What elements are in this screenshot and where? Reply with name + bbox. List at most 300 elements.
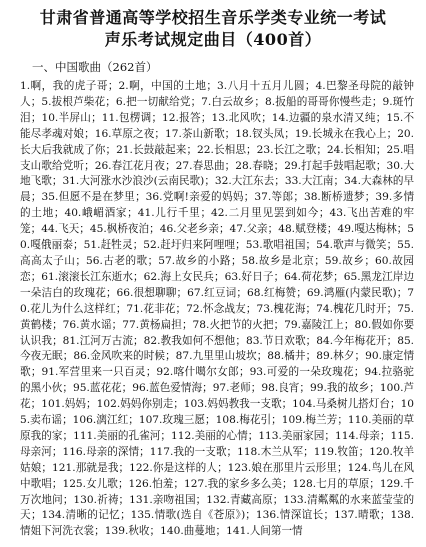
song-number: 12. [162,111,179,124]
song-title: 火把节的火把 [209,318,274,331]
song-title: 喀什噶尔女郎 [173,366,239,379]
song-number: 134. [41,509,66,522]
song-number: 43. [329,207,347,220]
song-item: 40.峨嵋酒家； [64,207,138,220]
song-number: 54. [316,239,333,252]
song-title: 唱支山歌给党听 [20,143,415,172]
song-item: 100.芦花； [20,382,415,411]
song-item: 50.嘎俄丽泰； [20,223,415,252]
song-title: 妈妈教我一支歌 [207,398,282,411]
song-item: 38.断桥遗梦； [303,191,376,204]
song-title: 梅兰芳 [305,414,338,427]
song-item: 57.故乡的小路； [158,254,242,267]
song-title: 嘎达梅林 [354,223,397,236]
song-item: 118.木兰从军； [237,445,314,458]
song-number: 91. [41,366,59,379]
song-item: 44.飞天； [41,223,90,236]
song-number: 114. [335,429,359,442]
song-number: 72. [186,302,203,315]
song-number: 92. [156,366,174,379]
song-number: 120. [369,445,393,458]
song-title: 茶山新歌 [181,127,225,140]
song-item: 19.长城永在我心上； [294,127,398,140]
song-number: 108. [215,414,240,427]
song-number: 52. [143,239,161,252]
song-item: 17.茶山新歌； [164,127,236,140]
song-item: 63.好日子； [224,270,285,283]
song-item: 3.八月十五月儿圆； [217,80,316,92]
song-item: 110.美丽的草原我的家； [20,414,415,442]
song-number: 141. [226,525,250,538]
song-title: 荷花梦 [301,270,334,283]
song-title: 你是这样的人 [152,461,218,474]
song-number: 5. [41,95,52,108]
song-number: 44. [41,223,59,236]
song-item: 121.那就是我； [52,461,130,474]
document-title: 甘肃省普通高等学校招生音乐学类专业统一考试 [39,8,387,27]
song-number: 14. [271,111,289,124]
song-title: 飞出苦难的牢笼 [20,207,415,236]
song-title: 把一切献给党 [126,95,191,108]
song-number: 102. [96,398,121,411]
song-item: 104.马桑树儿搭灯台； [292,398,401,411]
song-title: 江河万古流 [79,334,134,347]
document-subtitle: 声乐考试规定曲目（400首） [104,30,322,49]
song-item: 61.滚滚长江东逝水； [41,270,144,283]
song-title: 巴黎圣母院的敲钟人 [20,80,414,108]
song-title: 马桑树儿搭灯台 [315,398,390,411]
song-item: 137.晴歌； [334,509,391,522]
song-title: 春晓 [252,159,274,172]
song-title: 黄水谣 [79,318,112,331]
song-title: 报答 [178,111,201,124]
song-title: 白云故乡 [211,95,255,108]
song-item: 92.喀什噶尔女郎； [156,366,250,379]
song-number: 79. [284,318,302,331]
song-title: 多情的土地 [20,191,415,220]
song-number: 71. [126,302,144,315]
song-number: 60. [374,254,392,267]
song-number: 100. [379,382,404,395]
song-title: 长大后我就成了你 [20,143,106,156]
song-title: 情歌(选自《苍原》) [154,509,246,522]
song-item: 64.荷花梦； [284,270,344,283]
song-number: 42. [211,207,228,220]
song-title: 故乡的小路 [175,254,231,267]
song-item: 127.我的家乡多么美； [183,477,293,490]
song-title: 林夕 [333,350,355,363]
song-number: 121. [52,461,76,474]
song-item: 59.故乡； [324,254,375,267]
song-number: 18. [235,127,253,140]
song-item: 68.红梅赞； [246,286,307,299]
song-item: 65.黑龙江岸边一朵洁白的玫瑰花； [20,270,415,299]
song-number: 124. [347,461,372,474]
song-number: 82. [143,334,161,347]
song-number: 66. [116,286,134,299]
song-item: 71.花非花； [126,302,187,315]
song-number: 94. [364,366,382,379]
song-title: 长相知 [343,143,376,156]
song-number: 47. [229,223,247,236]
song-title: 母亲河 [20,445,52,458]
song-item: 15.不能尽孝魂对娘； [20,111,415,140]
song-number: 6. [115,95,126,108]
song-title: 今年梅花开 [333,334,387,347]
song-number: 25. [386,143,404,156]
song-item: 55.高高太子山； [20,239,415,267]
song-number: 70. [20,286,415,315]
song-number: 20. [397,127,415,140]
song-number: 132. [206,493,230,506]
song-title: 红豆词 [203,286,237,299]
song-item: 9.斑竹泪； [20,95,415,124]
song-title: 打起手鼓唱起歌 [301,159,376,172]
song-item: 114.母亲； [335,429,391,442]
song-number: 126. [128,477,153,490]
song-title: 怀念战友 [202,302,246,315]
song-number: 11. [101,111,119,124]
song-item: 32.大江东去； [214,175,285,188]
song-item: 88.橘井； [267,350,317,363]
song-item: 112.美丽的心情； [171,429,259,442]
song-item: 42.二月里见罢到如今； [211,207,330,220]
song-number: 48. [278,223,296,236]
song-item: 39.多情的土地； [20,191,415,220]
song-number: 38. [303,191,321,204]
song-item: 85.今夜无眠； [20,334,415,363]
song-item: 7.白云故乡； [201,95,265,108]
song-item: 116.母亲的深情； [62,445,150,458]
song-item: 97.老师； [212,382,262,395]
song-item: 125.女儿歌； [62,477,129,490]
song-item: 115.母亲河； [20,429,415,458]
song-title: 梅花引 [239,414,272,427]
song-title: 八月十五月儿圆 [227,80,305,92]
song-item: 140.曲蔓地； [160,525,227,538]
song-title: 娘在那里片云形里 [251,461,338,474]
song-number: 67. [187,286,204,299]
song-item: 111.美丽的孔雀河； [73,429,171,442]
song-title: 七月的草原 [316,477,370,490]
song-title: 春思曲 [192,159,225,172]
song-title: 千万次地问 [20,477,415,506]
song-number: 74. [316,302,333,315]
song-number: 84. [316,334,334,347]
song-number: 34. [344,175,361,188]
song-number: 139. [104,525,129,538]
song-list [10,79,416,540]
song-title: 滚滚长江东逝水 [58,270,134,283]
song-item: 36.党啊!亲爱的妈妈； [145,191,255,204]
song-number: 2. [118,80,129,92]
song-title: 党啊!亲爱的妈妈 [162,191,244,204]
song-number: 16. [94,127,112,140]
song-number: 103. [183,398,208,411]
song-title: 老师 [229,382,251,395]
song-item: 131.亲吻祖国； [129,493,207,506]
song-title: 人间第一情 [249,525,303,538]
song-title: 等郎 [271,191,294,204]
song-number: 45. [89,223,107,236]
song-title: 不能尽孝魂对娘 [20,111,415,140]
song-item: 5.拔根芦柴花； [41,95,116,108]
song-number: 8. [264,95,276,108]
song-number: 13. [211,111,229,124]
song-number: 86. [73,350,91,363]
song-title: 嘉陵江上 [301,318,344,331]
song-item: 10.半屏山； [41,111,102,124]
song-number: 4. [315,80,326,92]
song-number: 118. [237,445,261,458]
song-item: 54.歌声与微笑； [316,239,398,252]
song-item: 69.鸿雁(内蒙民歌)； [306,286,408,299]
song-item: 98.良宵； [261,382,310,395]
section-heading: 一、中国歌曲（262首） [32,60,158,74]
song-number: 7. [201,95,212,108]
song-number: 129. [379,477,404,490]
song-item: 51.赶牲灵； [83,239,144,252]
song-item: 33.大江南； [284,175,345,188]
song-item: 62.海上女民兵； [143,270,225,283]
song-number: 136. [255,509,280,522]
song-title: 包楞调 [118,111,152,124]
song-title: 我的故乡 [326,382,370,395]
song-number: 87. [175,350,193,363]
song-title: 清粼粼的水来蓝莹莹的天 [20,493,415,522]
song-item: 130.祈祷； [73,493,130,506]
song-number: 62. [143,270,161,283]
song-item: 126.怕羞； [128,477,184,490]
song-item: 72.怀念战友； [186,302,257,315]
song-title: 拔根芦柴花 [51,95,106,108]
song-item: 27.春思曲； [175,159,236,172]
song-title: 草原之夜 [111,127,155,140]
song-title: 牧羊姑娘 [20,445,415,474]
song-item: 122.你是这样的人； [129,461,228,474]
song-item: 120.牧羊姑娘； [20,445,415,474]
song-title: 怕羞 [152,477,174,490]
song-item: 95.蓝花花； [72,382,133,395]
song-title: 长鼓敲起来 [132,143,187,156]
song-item: 31.大河涨水沙浪沙(云南民歌)； [62,175,215,188]
song-title: 好日子 [241,270,274,283]
song-number: 75. [397,302,415,315]
song-title: 嘎俄丽泰 [30,239,74,252]
song-number: 31. [62,175,80,188]
song-item: 96.蓝色爱情海； [132,382,213,395]
song-number: 69. [306,286,324,299]
song-number: 98. [261,382,279,395]
song-title: 断桥遗梦 [320,191,365,204]
song-number: 117. [149,445,174,458]
song-item: 109.梅兰芳； [281,414,348,427]
song-title: 大江南 [301,175,334,188]
song-item: 18.钗头凤； [235,127,295,140]
song-title: 古老的歌 [102,254,148,267]
song-title: 金风吹来的时候 [90,350,166,363]
song-title: 歌声与微笑 [332,239,387,252]
song-item: 103.妈妈教我一支歌； [183,398,293,411]
song-title: 橘井 [284,350,306,363]
song-number: 116. [62,445,87,458]
song-title: 大河涨水沙浪沙(云南民歌) [79,175,205,188]
song-title: 可爱的一朵玫瑰花 [266,366,354,379]
song-title: 节日欢歌 [262,334,306,347]
song-title: 晴歌 [357,509,380,522]
song-title: 美丽的心情 [194,429,248,442]
song-title: 卖布谣 [30,414,63,427]
song-number: 133. [283,493,307,506]
song-title: 啊，我的虎子哥 [30,80,108,92]
song-number: 73. [256,302,274,315]
song-number: 26. [94,159,112,172]
song-item: 80.假如你要认识我； [20,318,415,347]
song-title: 蓝色爱情海 [149,382,203,395]
song-title: 那就是我 [75,461,119,474]
song-item: 41.儿行千里； [137,207,212,220]
song-number: 50. [20,223,415,252]
song-number: 76. [62,318,80,331]
song-title: 大森林的早晨 [20,175,415,204]
song-item: 47.父亲； [229,223,279,236]
song-item: 113.美丽家园； [258,429,335,442]
song-title: 秋收 [128,525,150,538]
song-item: 78.火把节的火把； [192,318,285,331]
song-number: 41. [137,207,155,220]
song-item: 83.节日欢歌； [245,334,317,347]
song-item: 90.康定情歌； [20,350,415,379]
song-title: 康定情歌 [20,350,415,379]
song-title: 牧笛 [337,445,359,458]
song-title: 鸟儿在风中歌唱 [20,461,415,490]
song-title: 清晰的记忆 [65,509,121,522]
song-title: 曲蔓地 [183,525,216,538]
song-title: 拉骆驼的黑小伙 [20,366,415,395]
song-title: 美丽的草原我的家 [20,414,415,442]
song-number: 135. [130,509,155,522]
song-item: 101.妈妈； [41,398,97,411]
song-title: 我的家乡多么美 [207,477,282,490]
song-item: 138.情姐下河洗衣裳； [20,509,415,538]
song-number: 15. [386,111,404,124]
song-title: 故园恋 [20,254,414,283]
song-number: 93. [249,366,267,379]
song-title: 赶圩归来阿哩哩 [160,239,236,252]
song-item: 60.故园恋； [20,254,414,283]
song-number: 90. [365,350,382,363]
song-item: 89.林夕； [316,350,366,363]
song-title: 亲吻祖国 [152,493,196,506]
song-title: 扳船的哥哥你慢些走 [275,95,372,108]
song-title: 长城永在我心上 [311,127,387,140]
song-number: 111. [73,429,97,442]
song-title: 枫桥夜泊 [106,223,150,236]
song-number: 137. [334,509,358,522]
song-item: 6.把一切献给党； [115,95,202,108]
song-number: 83. [245,334,263,347]
song-title: 九里里山坡坎 [192,350,257,363]
song-item [226,525,303,537]
song-number: 17. [164,127,182,140]
song-number: 89. [316,350,334,363]
song-item: 123.娘在那里片云形里； [227,461,348,474]
song-title: 边疆的泉水清又纯 [288,111,376,124]
song-item: 132.青藏高原； [206,493,284,506]
song-number: 27. [175,159,193,172]
song-item: 34.大森林的早晨； [20,175,415,204]
song-title: 假如你要认识我 [20,318,415,347]
song-item: 56.古老的歌； [85,254,159,267]
song-title: 故乡是北京 [258,254,315,267]
song-title: 赋登楼 [295,223,327,236]
song-title: 教我如何不想他 [160,334,236,347]
song-number: 46. [159,223,177,236]
song-item: 8.扳船的哥哥你慢些走； [264,95,383,108]
song-title: 春江花月夜 [111,159,166,172]
song-item: 29.打起手鼓唱起歌； [284,159,387,172]
song-number: 96. [132,382,150,395]
song-title: 花非花 [143,302,176,315]
song-title: 芦花 [20,382,415,411]
song-title: 半屏山 [58,111,92,124]
song-item: 52.赶圩归来阿哩哩； [143,239,246,252]
song-title: 花儿为什么这样红 [30,302,116,315]
song-item: 133.清粼粼的水来蓝莹莹的天； [20,493,415,522]
song-number: 125. [62,477,87,490]
song-number: 40. [64,207,82,220]
song-title: 但愿不是在梦里 [58,191,136,204]
song-title: 槐花几时开 [332,302,387,315]
song-number: 107. [138,414,163,427]
song-item: 70.花儿为什么这样红； [20,286,415,315]
song-number: 57. [158,254,176,267]
song-item: 128.七月的草原； [292,477,380,490]
song-item: 35.但愿不是在梦里； [41,191,146,204]
song-number: 32. [214,175,232,188]
song-title: 啊，中国的土地 [128,80,207,92]
song-number: 130. [73,493,98,506]
song-title: 黑龙江岸边一朵洁白的玫瑰花 [20,270,415,299]
song-item: 43.飞出苦难的牢笼； [20,207,415,236]
song-number: 30. [386,159,404,172]
song-number: 112. [171,429,195,442]
song-item: 2.啊，中国的土地； [118,80,217,92]
song-title: 女儿歌 [86,477,118,490]
song-item: 48.赋登楼； [278,223,338,236]
song-number: 81. [62,334,80,347]
song-item: 105.卖布谣； [20,398,415,427]
song-item: 58.故乡是北京； [241,254,325,267]
song-number: 65. [343,270,361,283]
song-item: 21.长鼓敲起来； [116,143,198,156]
song-title: 蓝花花 [89,382,122,395]
song-number: 123. [227,461,252,474]
song-title: 良宵 [278,382,300,395]
song-title: 赶牲灵 [100,239,133,252]
song-title: 黄杨扁担 [139,318,182,331]
song-title: 美丽的孔雀河 [96,429,161,442]
song-item: 14.边疆的泉水清又纯； [271,111,387,124]
song-number: 99. [310,382,327,395]
song-item: 23.长江之歌； [256,143,327,156]
song-title: 情姐下河洗衣裳 [20,525,95,538]
song-title: 飞天 [58,223,80,236]
song-title: 二月里见罢到如今 [227,207,319,220]
song-number: 68. [246,286,264,299]
song-number: 3. [217,80,228,92]
song-title: 斑竹泪 [20,95,415,124]
